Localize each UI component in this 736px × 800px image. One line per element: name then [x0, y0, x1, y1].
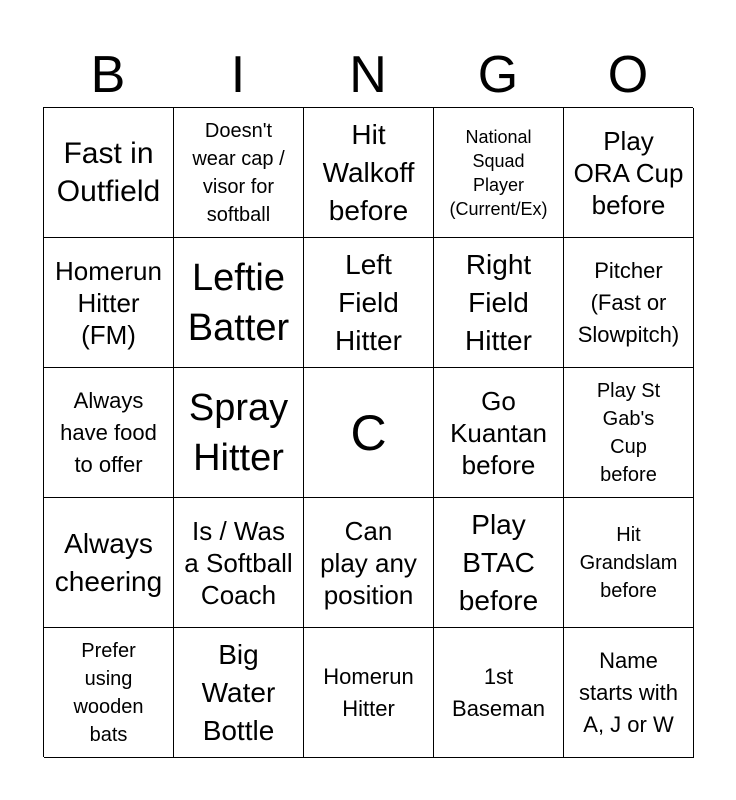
cell-text: Always cheering [54, 527, 163, 597]
bingo-header [43, 44, 693, 106]
cell-text: Homerun Hitter (FM) [55, 255, 162, 350]
bingo-cell[interactable] [44, 498, 174, 628]
cell-text: Is / Was a Softball Coach [184, 515, 293, 610]
cell-text: Always have food to offer [60, 387, 157, 477]
cell-text: Hit Grandslam before [579, 523, 678, 602]
bingo-cell[interactable] [564, 628, 694, 758]
cell-text: Left Field Hitter [335, 248, 402, 356]
cell-text: C [350, 404, 387, 461]
bingo-cell[interactable] [304, 498, 434, 628]
header-letter-b: B [90, 46, 126, 104]
bingo-cell[interactable] [174, 238, 304, 368]
bingo-cell[interactable] [434, 368, 564, 498]
bingo-cell[interactable] [304, 628, 434, 758]
bingo-cell[interactable] [564, 368, 694, 498]
bingo-cell[interactable] [434, 498, 564, 628]
bingo-cell[interactable] [434, 628, 564, 758]
cell-text: 1st Baseman [452, 663, 545, 721]
cell-text: Hit Walkoff before [322, 118, 415, 226]
cell-text: Name starts with A, J or W [578, 647, 679, 737]
bingo-cell[interactable] [564, 498, 694, 628]
bingo-cell[interactable] [44, 108, 174, 238]
bingo-cell[interactable] [564, 108, 694, 238]
cell-text: National Squad Player (Current/Ex) [449, 126, 548, 219]
bingo-cell[interactable] [44, 628, 174, 758]
cell-text: Leftie Batter [187, 256, 290, 349]
cell-text: Homerun Hitter [323, 663, 414, 721]
bingo-cell[interactable] [174, 628, 304, 758]
cell-text: Doesn't wear cap / visor for softball [192, 119, 285, 226]
cell-text: Prefer using wooden bats [73, 639, 144, 746]
header-letter-i: I [230, 46, 246, 104]
cell-text: Play ORA Cup before [573, 125, 684, 220]
cell-text: Spray Hitter [188, 386, 289, 479]
cell-text: Can play any position [320, 515, 417, 610]
free-space-cell[interactable] [304, 368, 434, 498]
cell-text: Big Water Bottle [201, 638, 276, 746]
bingo-cell[interactable] [434, 238, 564, 368]
bingo-cell[interactable] [174, 368, 304, 498]
bingo-cell[interactable] [304, 238, 434, 368]
bingo-cell[interactable] [174, 498, 304, 628]
cell-text: Play St Gab's Cup before [596, 379, 661, 486]
bingo-cell[interactable] [44, 238, 174, 368]
bingo-cell[interactable] [304, 108, 434, 238]
cell-text: Fast in Outfield [56, 136, 161, 208]
cell-text: Go Kuantan before [450, 385, 547, 480]
bingo-cell[interactable] [434, 108, 564, 238]
bingo-cell[interactable] [174, 108, 304, 238]
cell-text: Pitcher (Fast or Slowpitch) [577, 257, 680, 347]
header-letter-n: N [349, 46, 387, 104]
bingo-cell[interactable] [564, 238, 694, 368]
header-letter-o: O [607, 46, 649, 104]
cell-text: Right Field Hitter [465, 248, 532, 356]
bingo-cell[interactable] [44, 368, 174, 498]
bingo-board [43, 107, 693, 757]
header-letter-g: G [477, 46, 519, 104]
cell-text: Play BTAC before [458, 508, 539, 616]
